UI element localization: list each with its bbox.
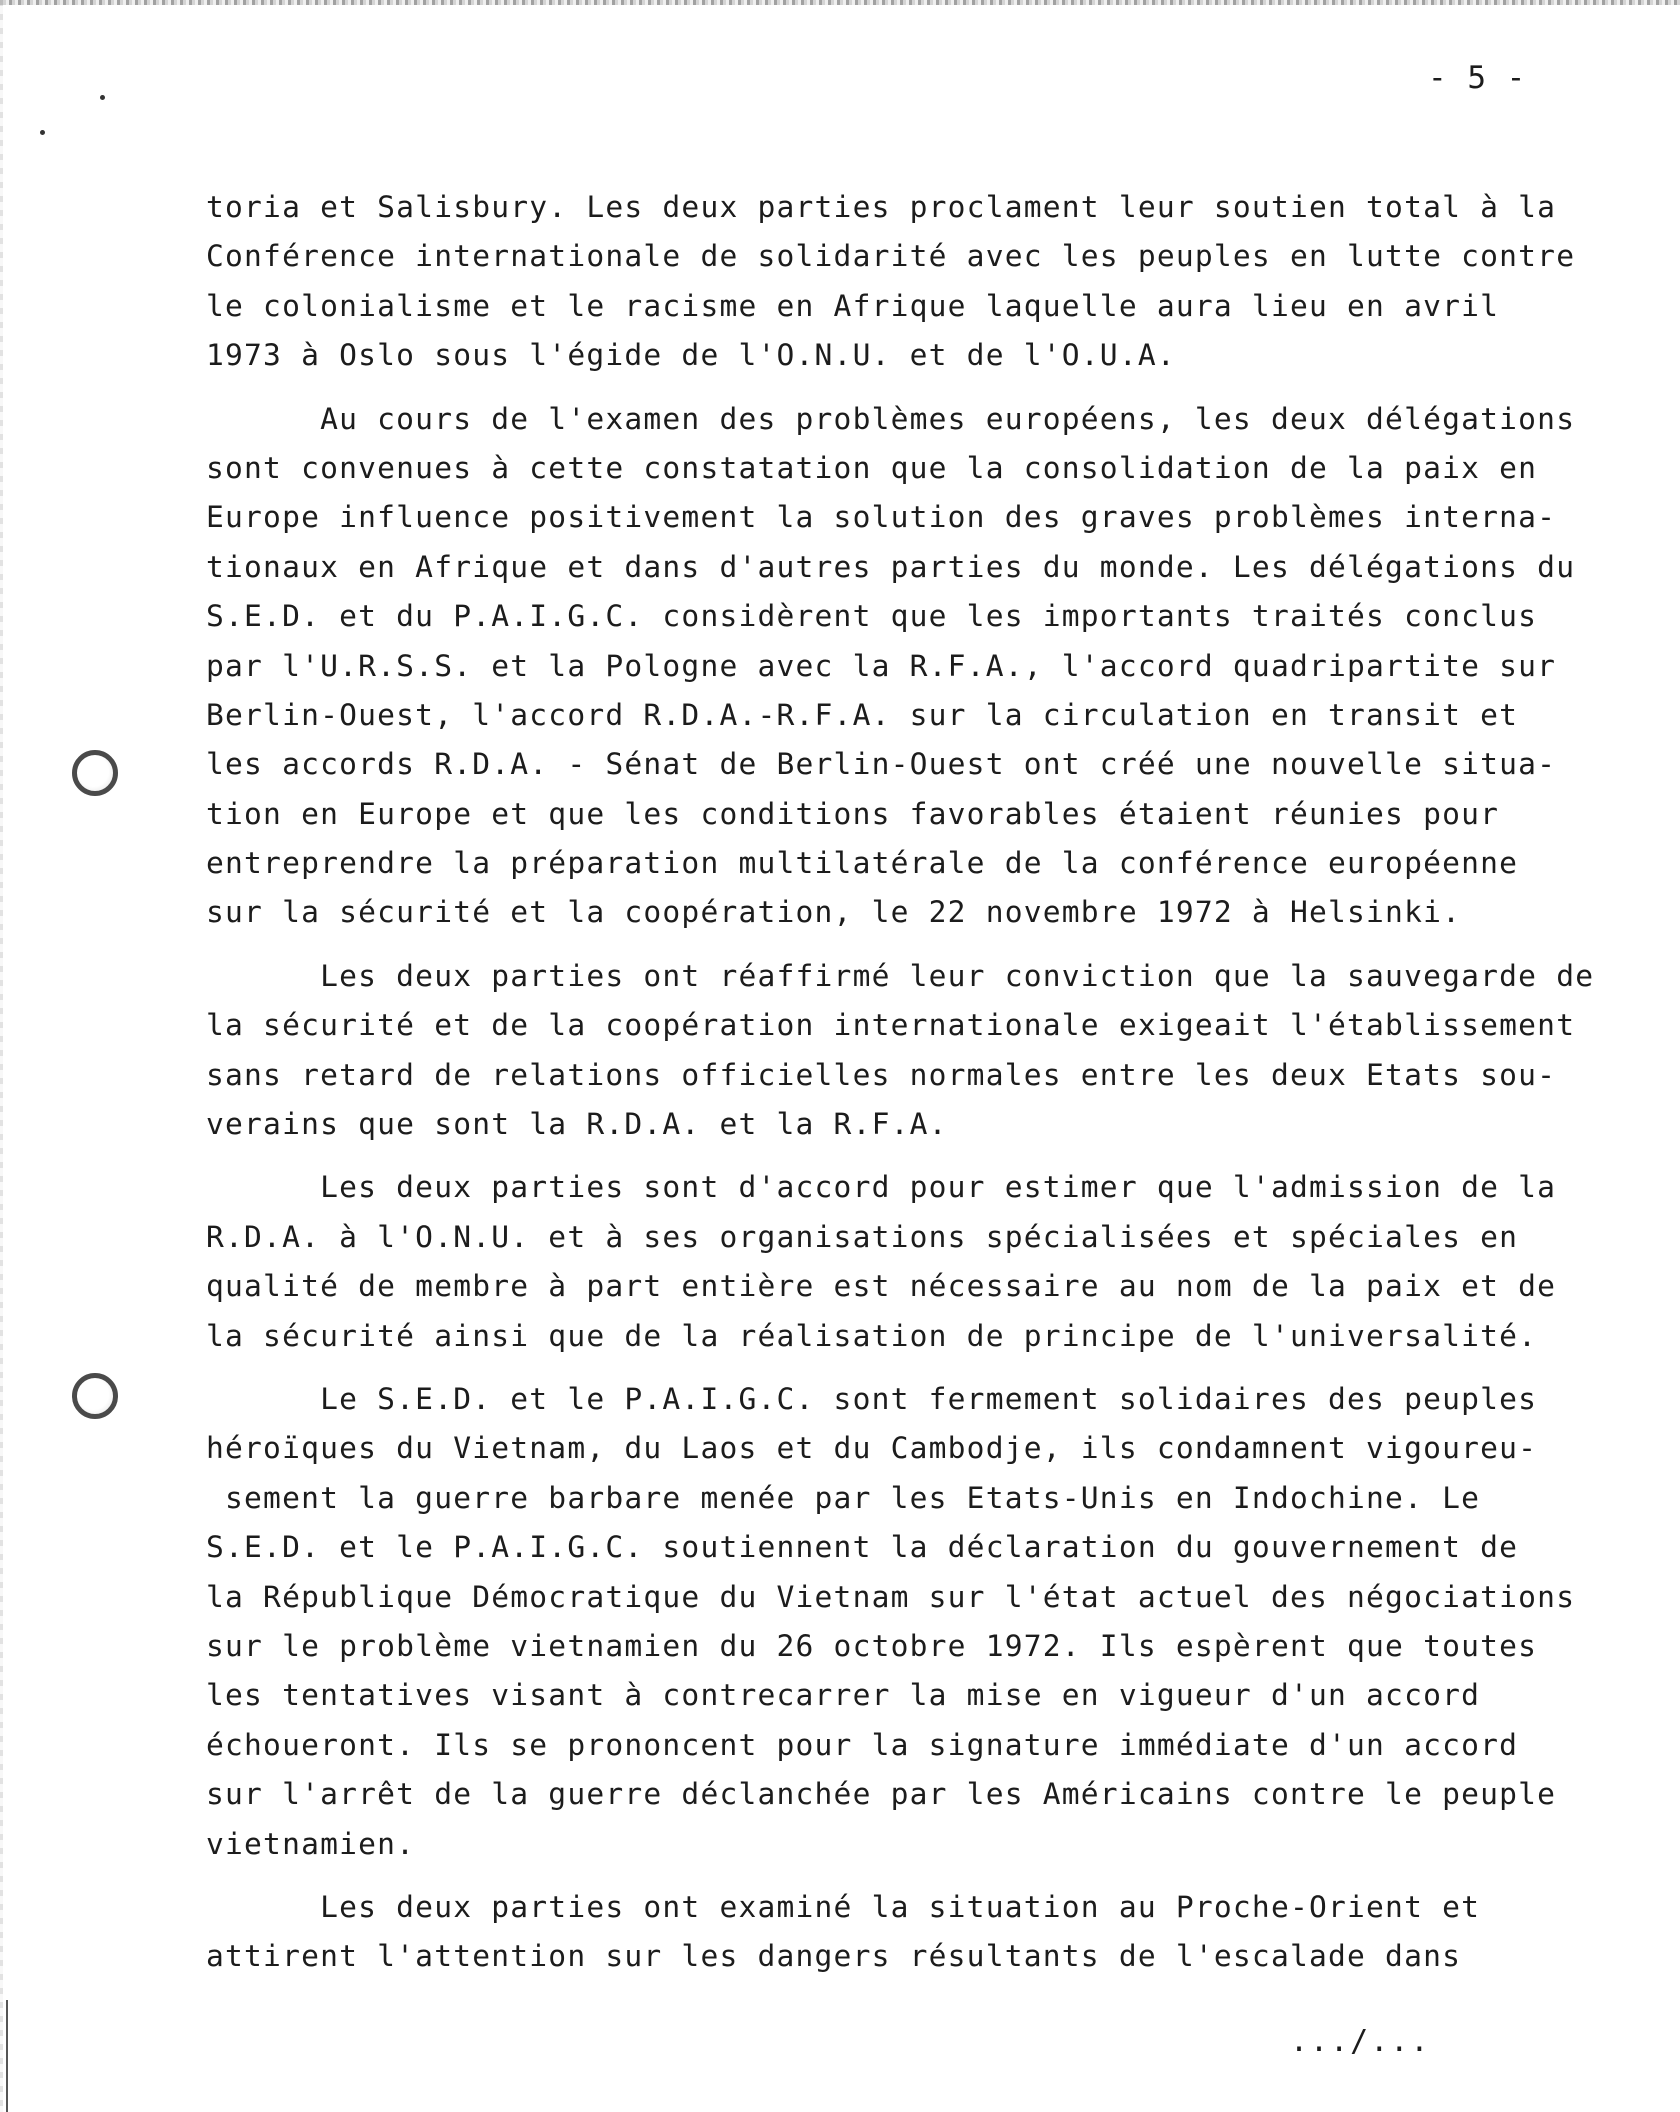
text-line: toria et Salisbury. Les deux parties proclament leur soutien total à la (206, 190, 1557, 224)
text-line: sement la guerre barbare menée par les Etats-Unis en Indochine. Le (206, 1480, 1481, 1515)
text-line: verains que sont la R.D.A. et la R.F.A. (206, 1107, 948, 1142)
text-line: la sécurité et de la coopération internationale exigeait l'établissement (206, 1008, 1576, 1043)
text-line: par l'U.R.S.S. et la Pologne avec la R.F.A., l'accord quadripartite sur (206, 648, 1557, 683)
text-line: S.E.D. et le P.A.I.G.C. soutiennent la déclaration du gouvernement de (206, 1530, 1519, 1565)
paragraph-gap (206, 1869, 1666, 1883)
text-line: échoueront. Ils se prononcent pour la signature immédiate d'un accord (206, 1727, 1519, 1762)
paragraph (206, 952, 1666, 1150)
text-line: tionaux en Afrique et dans d'autres parties du monde. Les délégations du (206, 549, 1576, 584)
text-line: Le S.E.D. et le P.A.I.G.C. sont fermement solidaires des peuples (206, 1381, 1538, 1416)
text-line: le colonialisme et le racisme en Afrique laquelle aura lieu en avril (206, 288, 1500, 323)
text-line: S.E.D. et du P.A.I.G.C. considèrent que les importants traités conclus (206, 599, 1538, 634)
page-number: - 5 - (1428, 60, 1527, 96)
scan-edge-top (0, 0, 1680, 5)
text-line: sont convenues à cette constatation que la consolidation de la paix en (206, 450, 1538, 485)
text-line: attirent l'attention sur les dangers résultants de l'escalade dans (206, 1939, 1462, 1974)
text-line: les accords R.D.A. - Sénat de Berlin-Ouest ont créé une nouvelle situa- (206, 747, 1557, 782)
scan-edge-left (0, 0, 3, 2112)
text-line: sans retard de relations officielles normales entre les deux Etats sou- (206, 1057, 1557, 1092)
text-line: 1973 à Oslo sous l'égide de l'O.N.U. et de l'O.U.A. (206, 338, 1176, 373)
continuation-marker: .../... (1290, 2024, 1431, 2059)
text-line: Conférence internationale de solidarité avec les peuples en lutte contre (206, 239, 1576, 274)
text-line: sur la sécurité et la coopération, le 22 novembre 1972 à Helsinki. (206, 895, 1462, 930)
margin-dot (100, 95, 105, 100)
paragraph (206, 395, 1666, 938)
text-line: sur l'arrêt de la guerre déclanchée par les Américains contre le peuple (206, 1777, 1557, 1812)
text-line: tion en Europe et que les conditions favorables étaient réunies pour (206, 796, 1500, 831)
text-line: Berlin-Ouest, l'accord R.D.A.-R.F.A. sur la circulation en transit et (206, 697, 1519, 732)
margin-dot (40, 130, 45, 135)
text-line: vietnamien. (206, 1826, 416, 1861)
paragraph-gap (206, 381, 1666, 395)
text-line: R.D.A. à l'O.N.U. et à ses organisations spécialisées et spéciales en (206, 1219, 1519, 1254)
paragraph-gap (206, 938, 1666, 952)
text-line: les tentatives visant à contrecarrer la mise en vigueur d'un accord (206, 1678, 1481, 1713)
punch-hole (72, 1373, 118, 1419)
punch-hole (72, 750, 118, 796)
document-body (206, 183, 1666, 1982)
text-line: héroïques du Vietnam, du Laos et du Cambodje, ils condamnent vigoureu- (206, 1431, 1538, 1466)
paragraph (206, 1163, 1666, 1361)
paragraph (206, 1883, 1666, 1982)
paragraph-gap (206, 1361, 1666, 1375)
text-line: Europe influence positivement la solution des graves problèmes interna- (206, 500, 1557, 535)
margin-mark (6, 2000, 8, 2112)
text-line: sur le problème vietnamien du 26 octobre 1972. Ils espèrent que toutes (206, 1628, 1538, 1663)
paragraph (206, 183, 1666, 381)
paragraph (206, 1375, 1666, 1869)
text-line: Au cours de l'examen des problèmes européens, les deux délégations (206, 401, 1576, 436)
text-line: la République Démocratique du Vietnam sur l'état actuel des négociations (206, 1579, 1576, 1614)
text-line: entreprendre la préparation multilatérale de la conférence européenne (206, 846, 1519, 881)
text-line: Les deux parties ont examiné la situation au Proche-Orient et (206, 1889, 1481, 1924)
text-line: qualité de membre à part entière est nécessaire au nom de la paix et de (206, 1269, 1557, 1304)
paragraph-gap (206, 1149, 1666, 1163)
text-line: la sécurité ainsi que de la réalisation de principe de l'universalité. (206, 1318, 1538, 1353)
text-line: Les deux parties sont d'accord pour estimer que l'admission de la (206, 1170, 1557, 1205)
text-line: Les deux parties ont réaffirmé leur conviction que la sauvegarde de (206, 958, 1595, 993)
